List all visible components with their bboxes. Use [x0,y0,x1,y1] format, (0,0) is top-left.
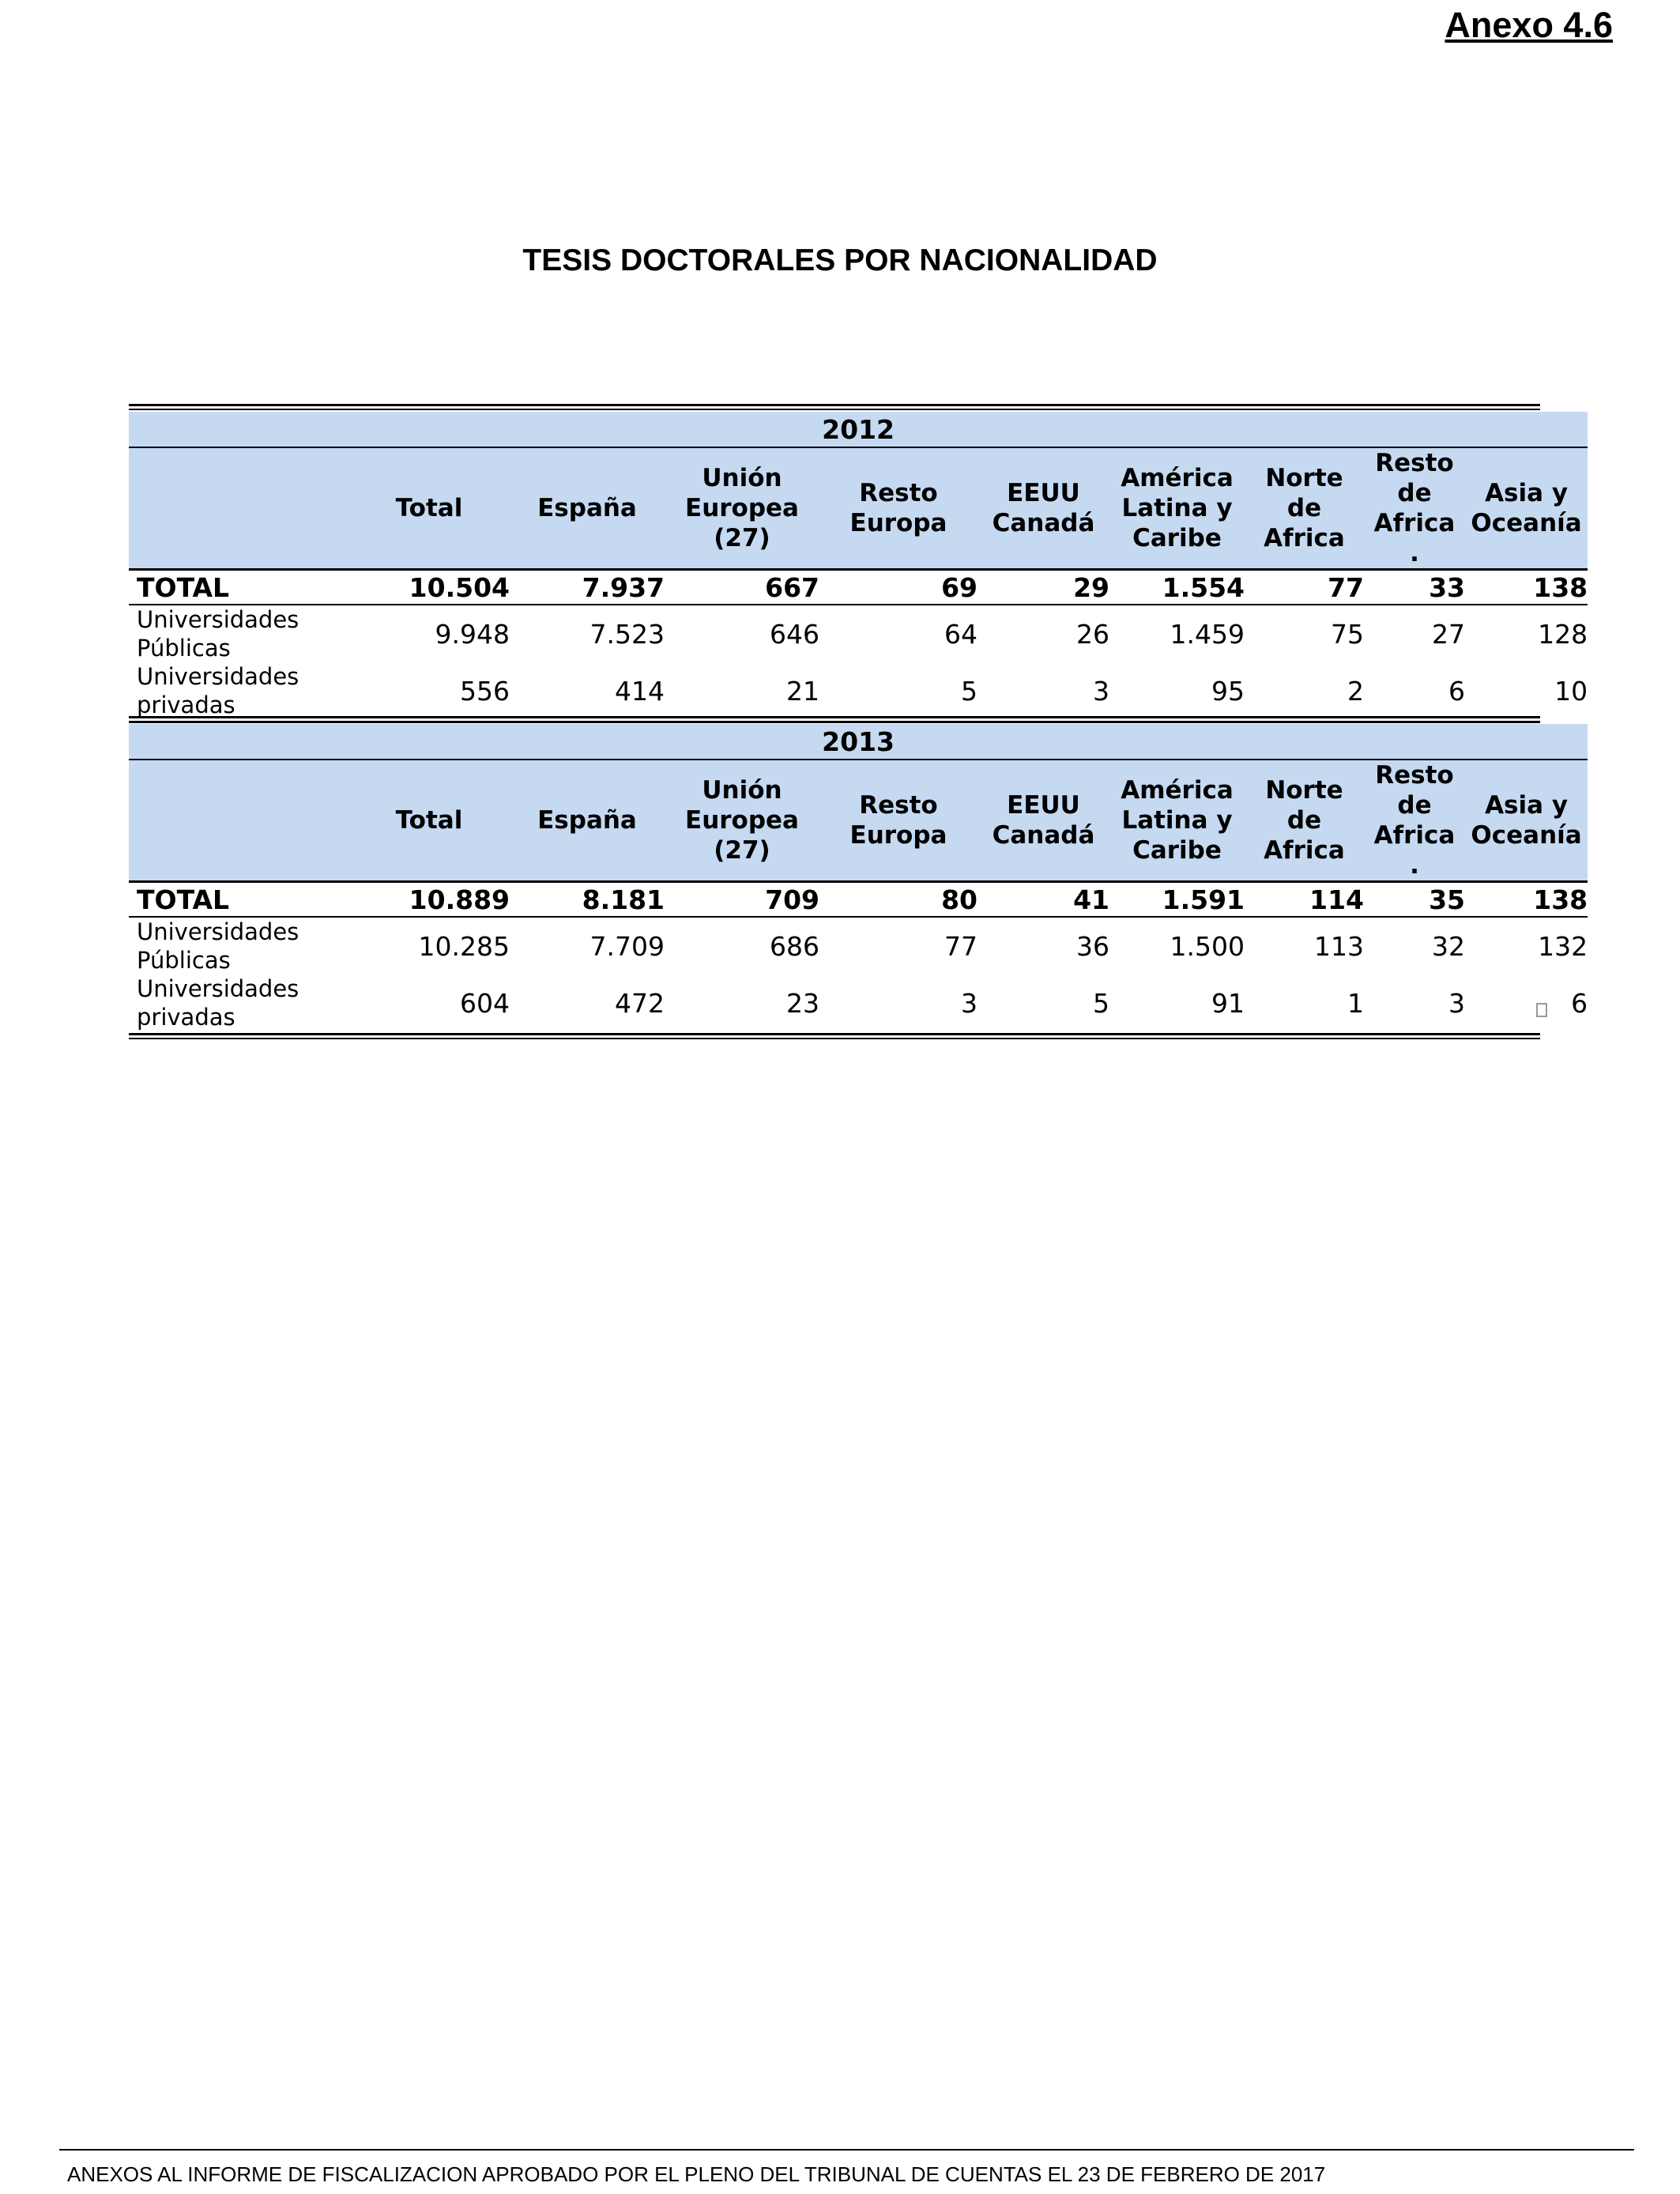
table-2012 [129,404,1588,727]
table-cell: 10 [1554,675,1588,707]
column-header [977,447,1109,570]
column-header-line: de [1286,494,1322,522]
column-header-line: Latina y [1121,806,1233,835]
column-header [1109,447,1245,570]
column-header-line: Norte [1265,464,1343,492]
table-cell: 10.285 [418,930,510,962]
column-header-line: de [1397,479,1432,507]
annex-label: Anexo 4.6 [1445,5,1613,45]
table-cell: 2 [1347,675,1364,707]
column-header-line: . [1410,539,1419,567]
column-header-line: Canadá [992,509,1095,537]
column-header [1364,760,1465,882]
total-cell: 709 [665,882,819,918]
data-table [129,724,1588,1031]
total-cell: 8.181 [510,882,665,918]
column-header [1364,447,1465,570]
table-2013 [129,716,1588,1039]
column-header-line: Unión [702,464,782,492]
table-row [129,605,1588,662]
column-header [819,447,977,570]
table-row [129,974,1588,1031]
table-cell: 95 [1211,675,1245,707]
header-blank [129,760,348,882]
table-cell: 1.459 [1170,618,1245,650]
row-label [129,605,348,662]
table-cell: 132 [1538,930,1588,962]
table-cell: 3 [1448,987,1465,1019]
column-header-line: Latina y [1121,494,1233,522]
row-label [129,974,348,1031]
table-cell: 7.709 [590,930,665,962]
column-header-line: de [1286,806,1322,835]
table-cell: 26 [1076,618,1109,650]
table-cell: 6 [1571,987,1588,1019]
column-header [1465,760,1588,882]
total-cell: 10.889 [348,882,510,918]
total-cell: 138 [1465,882,1588,918]
table-cell: 32 [1432,930,1465,962]
column-header-line: EEUU [1007,791,1080,820]
column-header-line: Africa [1264,836,1345,865]
total-cell: 69 [819,570,977,605]
column-header-line: Total [395,494,463,522]
column-header [1465,447,1588,570]
row-label [129,917,348,974]
table-top-rule [129,404,1540,410]
total-cell: 667 [665,570,819,605]
total-cell: 7.937 [510,570,665,605]
total-cell: 33 [1364,570,1465,605]
table-cell: 604 [460,987,510,1019]
table-bottom-rule [129,1033,1540,1039]
table-cell: 75 [1331,618,1364,650]
column-header-line: Europea [685,494,799,522]
column-header-line: España [537,494,637,522]
corner-mark-icon [1536,1003,1547,1017]
column-header [510,447,665,570]
table-cell: 556 [460,675,510,707]
column-header-line: Asia y [1485,791,1569,820]
table-cell: 1 [1347,987,1364,1019]
column-header [1245,447,1364,570]
column-header-line: EEUU [1007,479,1080,507]
column-header-line: Oceanía [1471,821,1582,850]
year-row [129,724,1588,760]
column-header-line: Europea [685,806,799,835]
year-label: 2013 [129,724,1588,760]
column-header-line: América [1121,464,1234,492]
column-header-line: Africa [1373,821,1456,850]
column-header-line: Resto [1375,449,1454,477]
column-header-line: (27) [714,524,770,552]
table-cell: 1.500 [1170,930,1245,962]
table-cell: 91 [1211,987,1245,1019]
table-cell: 23 [786,987,819,1019]
table-cell: 21 [786,675,819,707]
table-row [129,917,1588,974]
column-header-line: Resto [859,479,938,507]
column-header-line: Oceanía [1471,509,1582,537]
column-header [665,447,819,570]
table-cell: 9.948 [435,618,510,650]
table-cell: 686 [770,930,819,962]
table-cell: 5 [961,675,977,707]
column-header-row [129,760,1588,882]
total-cell: 41 [977,882,1109,918]
column-header-line: Europa [849,509,947,537]
column-header-row [129,447,1588,570]
column-header-line: América [1121,776,1234,805]
row-label-line: privadas [137,692,235,718]
total-label: TOTAL [129,882,348,918]
table-cell: 414 [615,675,665,707]
data-table [129,412,1588,719]
column-header [348,447,510,570]
column-header-line: Norte [1265,776,1343,805]
column-header-line: . [1410,851,1419,880]
total-cell: 29 [977,570,1109,605]
column-header-line: Africa [1264,524,1345,552]
row-label-line: Universidades [137,663,299,690]
table-cell: 3 [961,987,977,1019]
total-cell: 80 [819,882,977,918]
table-cell: 113 [1314,930,1364,962]
column-header-line: Canadá [992,821,1095,850]
column-header-line: Europa [849,821,947,850]
total-row [129,882,1588,918]
table-cell: 128 [1538,618,1588,650]
column-header [1109,760,1245,882]
row-label-line: Públicas [137,635,231,662]
column-header [510,760,665,882]
row-label-line: privadas [137,1004,235,1031]
column-header-line: de [1397,791,1432,820]
footer-rule [59,2149,1634,2151]
column-header-line: Resto [1375,761,1454,790]
table-cell: 3 [1093,675,1109,707]
row-label-line: Universidades [137,975,299,1002]
page-footer: ANEXOS AL INFORME DE FISCALIZACION APROBADO POR EL PLENO DEL TRIBUNAL DE CUENTAS EL 23 DE FEBRERO DE 2017 [67,2162,1326,2186]
row-label-line: Públicas [137,947,231,974]
total-cell: 10.504 [348,570,510,605]
row-label-line: Universidades [137,918,299,945]
total-cell: 77 [1245,570,1364,605]
table-top-rule [129,716,1540,722]
column-header-line: (27) [714,836,770,865]
column-header-line: Caribe [1132,836,1222,865]
column-header [665,760,819,882]
table-cell: 5 [1093,987,1109,1019]
column-header-line: Caribe [1132,524,1222,552]
column-header-line: Total [395,806,463,835]
total-label: TOTAL [129,570,348,605]
year-row [129,412,1588,447]
total-cell: 35 [1364,882,1465,918]
total-cell: 138 [1465,570,1588,605]
table-cell: 77 [944,930,977,962]
table-row [129,662,1588,719]
column-header-line: España [537,806,637,835]
column-header [977,760,1109,882]
total-cell: 1.554 [1109,570,1245,605]
column-header [1245,760,1364,882]
table-cell: 36 [1076,930,1109,962]
row-label [129,662,348,719]
column-header-line: Asia y [1485,479,1569,507]
column-header [348,760,510,882]
table-cell: 27 [1432,618,1465,650]
table-cell: 646 [770,618,819,650]
column-header-line: Africa [1373,509,1456,537]
row-label-line: Universidades [137,606,299,633]
total-cell: 114 [1245,882,1364,918]
header-blank [129,447,348,570]
table-cell: 7.523 [590,618,665,650]
table-cell: 6 [1448,675,1465,707]
table-cell: 64 [944,618,977,650]
column-header-line: Resto [859,791,938,820]
page-title: TESIS DOCTORALES POR NACIONALIDAD [522,243,1158,277]
total-row [129,570,1588,605]
table-cell: 472 [615,987,665,1019]
column-header [819,760,977,882]
year-label: 2012 [129,412,1588,447]
total-cell: 1.591 [1109,882,1245,918]
column-header-line: Unión [702,776,782,805]
